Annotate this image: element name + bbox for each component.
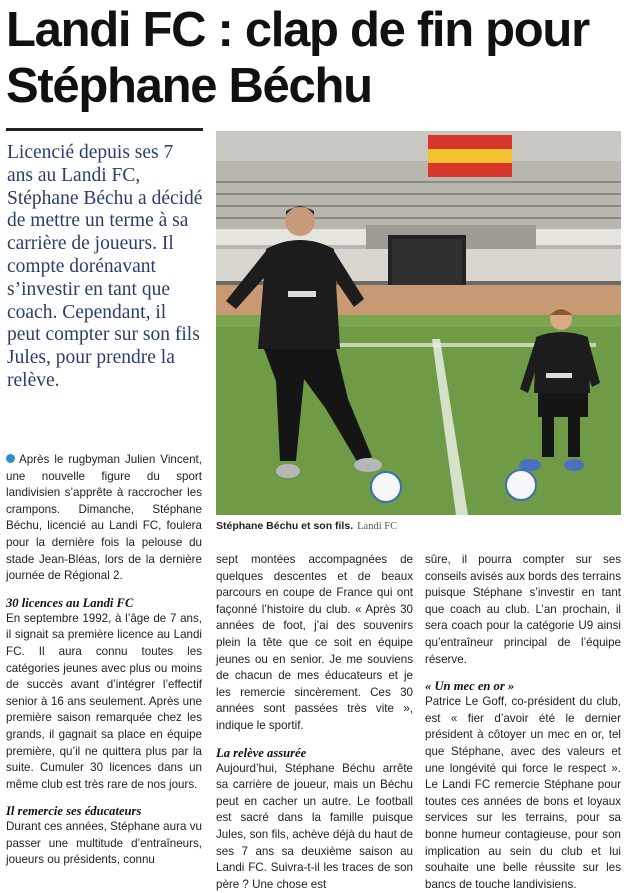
column-2	[216, 552, 413, 893]
paragraph-releve-end: sûre, il pourra compter sur ses conseils avisés aux bords des terrains puisque Stéphane s’investir en tant que coach au club. L’an prochain, il sera coach pour la catégorie U9 ainsi qu’entraîneur principal de l’équipe réserve.	[425, 553, 621, 666]
paragraph-licences: En septembre 1992, à l’âge de 7 ans, il signait sa première licence au Landi FC. Il aura connu toutes les catégories jeunes avec plus ou moins de succès avant d’intégrer l’effectif senior à 16 ans seulement. Après une première saison remarquée chez les grands, il gagnait sa place en équipe première, qu’il ne quittera plus par la suite. Cumuler 30 licences dans un même club est très rare de nos jours.	[6, 611, 202, 791]
paragraph-educateurs-end: sept montées accompagnées de quelques descentes et de beaux parcours en coupe de France qui ont façonné l’histoire du club. « Après 30 années de foot, j’ai des souvenirs plein la tête que ce soit en équipe jeunes ou en senior. Je me souviens de chacun de mes éducateurs et je les remercie sincèrement. Ces 30 années sont passées très vite », indique le sportif.	[216, 553, 413, 732]
caption-names: Stéphane Béchu et son fils.	[216, 520, 354, 532]
paragraph-educateurs-start: Durant ces années, Stéphane aura vu passer une multitude d’entraîneurs, joueurs ou présidents, connu	[6, 820, 202, 867]
bullet-icon	[6, 454, 15, 463]
photo-illustration	[216, 131, 621, 515]
subheading-mec-en-or: « Un mec en or »	[425, 679, 515, 694]
paragraph-mec-en-or: Patrice Le Goff, co-président du club, est « fier d’avoir été le dernier président à côtoyer un mec en or, tel que Stéphane, avec des valeurs et une longévité qui force le respect ». Le Landi FC remercie Stéphane pour toutes ces années de bons et loyaux services sur les terrains, pour sa bonne humeur contagieuse, pour son implication au sein du club et lui souhaite une belle réussite sur les bancs de touche landivisiens.	[425, 695, 621, 891]
column-3	[425, 552, 621, 893]
intro-paragraph: Après le rugbyman Julien Vincent, une nouvelle figure du sport landivisien s’apprête à raccrocher les crampons. Dimanche, Stéphane Béchu, licencié au Landi FC, foulera pour la dernière fois la pelouse du stade Jean-Bléas, lors de la dernière journée de Régional 2.	[6, 453, 202, 583]
lead-paragraph: Licencié depuis ses 7 ans au Landi FC, Stéphane Béchu a décidé de mettre un terme à sa carrière de joueurs. Il compte dorénavant s’investir en tant que coach. Cependant, il peut compter sur son fils Jules, pour prendre la relève.	[7, 142, 203, 391]
column-1	[6, 452, 202, 869]
subheading-releve: La relève assurée	[216, 745, 307, 760]
subheading-licences: 30 licences au Landi FC	[6, 595, 134, 610]
paragraph-releve: Aujourd’hui, Stéphane Béchu arrête sa carrière de joueur, mais un Béchu peut en cacher un autre. Le football est sacré dans la famille puisque Jules, son fils, achève déjà du haut de ses 7 ans sa deuxième saison au Landi FC. Suivra-t-il les traces de son père ? Une chose est	[216, 761, 413, 891]
headline: Landi FC : clap de fin pour Stéphane Béchu	[6, 3, 589, 113]
photo-caption	[216, 520, 621, 533]
subheading-educateurs: Il remercie ses éducateurs	[6, 804, 142, 819]
article-photo	[216, 131, 621, 515]
caption-credit: Landi FC	[357, 521, 398, 532]
lead-rule	[6, 128, 203, 131]
